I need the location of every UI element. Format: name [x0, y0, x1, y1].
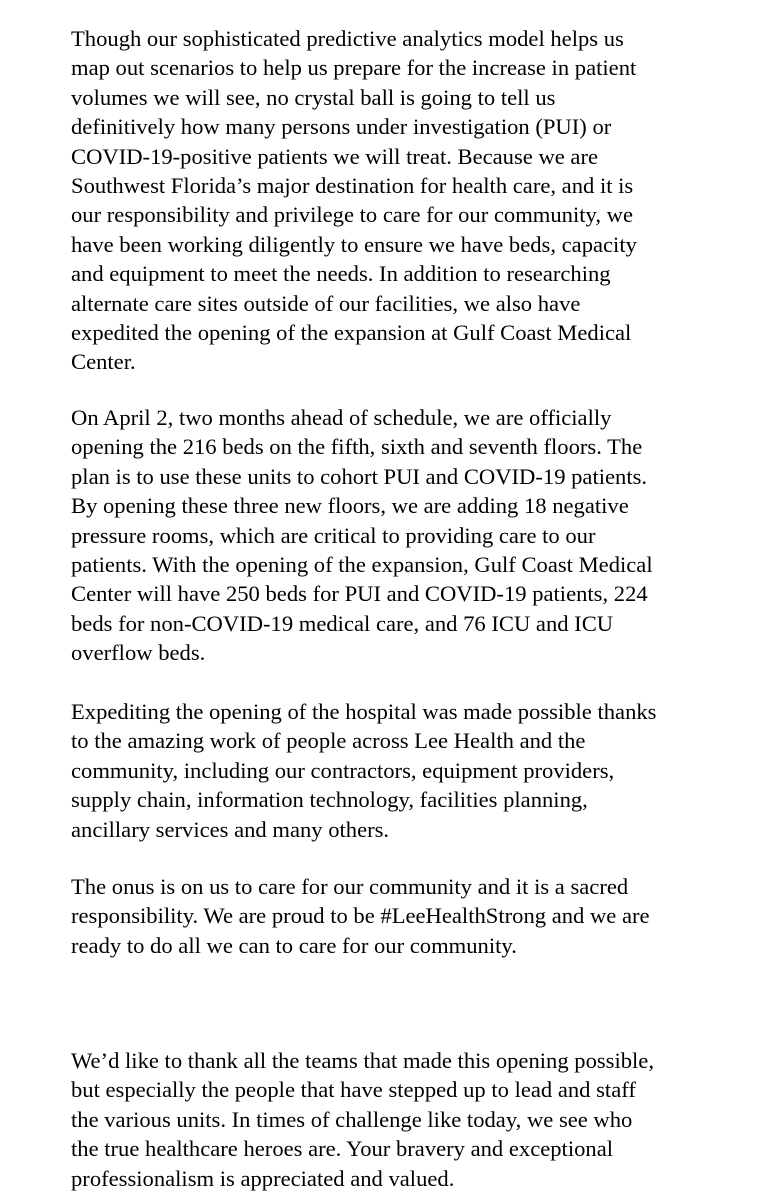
text-line: On April 2, two months ahead of schedule, we are officially [71, 405, 612, 430]
text-line: responsibility. We are proud to be #LeeHealthStrong and we are [71, 903, 650, 929]
text-line: volumes we will see, no crystal ball is going to tell us [71, 84, 556, 110]
paragraph-thanks-community [71, 697, 656, 844]
text-line: beds for non-COVID-19 medical care, and 76 ICU and ICU [71, 610, 614, 636]
text-line: opening the 216 beds on the fifth, sixth and seventh floors. The [71, 434, 643, 460]
text-line: expedited the opening of the expansion at Gulf Coast Medical [71, 320, 632, 346]
paragraph-forecasting-and-expansion [71, 24, 637, 377]
text-line: professionalism is appreciated and valued. [71, 1165, 455, 1191]
text-line: our responsibility and privilege to care for our community, we [71, 202, 633, 228]
paragraph-responsibility [71, 872, 650, 960]
text-line: community, including our contractors, equipment providers, [71, 757, 615, 783]
text-line: Southwest Florida’s major destination for health care, and it is [71, 173, 634, 199]
text-line: but especially the people that have stepped up to lead and staff [71, 1077, 636, 1103]
text-line: definitively how many persons under investigation (PUI) or [71, 114, 612, 140]
text-line: pressure rooms, which are critical to providing care to our [71, 522, 596, 548]
text-line: COVID-19-positive patients we will treat. Because we are [71, 143, 599, 169]
text-line: the true healthcare heroes are. Your bravery and exceptional [71, 1136, 614, 1162]
paragraph-thank-teams [71, 1046, 654, 1193]
text-line: and equipment to meet the needs. In addition to researching [71, 261, 611, 287]
text-line: Expediting the opening of the hospital was made possible thanks [71, 699, 657, 724]
text-line: overflow beds. [71, 640, 206, 666]
text-line: have been working diligently to ensure we have beds, capacity [71, 231, 637, 257]
text-line: The onus is on us to care for our community and it is a sacred [71, 874, 629, 899]
text-line: the various units. In times of challenge like today, we see who [71, 1106, 633, 1132]
text-line: plan is to use these units to cohort PUI and COVID-19 patients. [71, 463, 648, 489]
text-line: to the amazing work of people across Lee Health and the [71, 728, 586, 754]
text-line: Center. [71, 349, 136, 375]
text-line: By opening these three new floors, we are adding 18 negative [71, 493, 629, 519]
text-line: patients. With the opening of the expansion, Gulf Coast Medical [71, 552, 653, 578]
text-line: ancillary services and many others. [71, 816, 390, 842]
text-line: We’d like to thank all the teams that made this opening possible, [71, 1048, 654, 1073]
paragraph-opening-new-floors [71, 403, 653, 668]
text-line: ready to do all we can to care for our community. [71, 932, 517, 958]
text-line: supply chain, information technology, facilities planning, [71, 787, 588, 813]
text-line: Though our sophisticated predictive analytics model helps us [71, 26, 624, 51]
text-line: alternate care sites outside of our facilities, we also have [71, 290, 581, 316]
text-line: map out scenarios to help us prepare for the increase in patient [71, 55, 637, 81]
text-line: Center will have 250 beds for PUI and COVID-19 patients, 224 [71, 581, 648, 607]
